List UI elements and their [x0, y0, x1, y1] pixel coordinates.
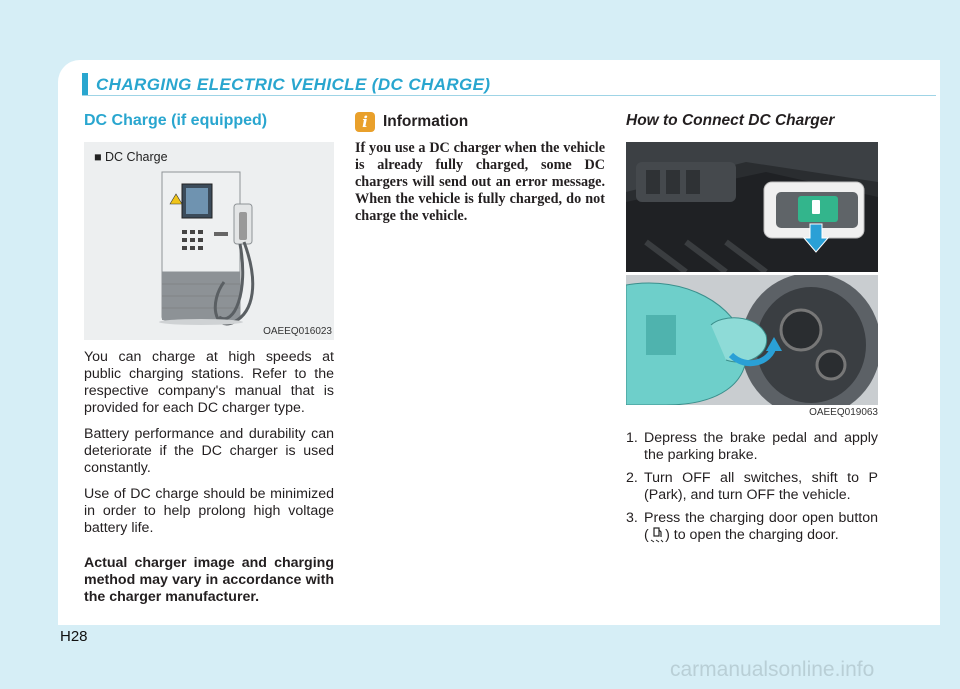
- section-title-dc-charge: DC Charge (if equipped): [84, 112, 268, 129]
- page-title: CHARGING ELECTRIC VEHICLE (DC CHARGE): [96, 75, 491, 94]
- step-3: [626, 510, 878, 544]
- step-text-after: ) to open the charging door.: [665, 527, 839, 543]
- step-text: Depress the brake pedal and apply the parking brake.: [644, 430, 878, 463]
- figure-dc-charger: [84, 142, 334, 340]
- page-number: H28: [60, 628, 88, 645]
- paragraph-2: Battery performance and durability can deteriorate if the DC charger is used constantly.: [84, 426, 334, 476]
- column-information: [355, 108, 605, 225]
- figure-code-2: OAEEQ019063: [809, 407, 878, 418]
- dc-charger-illustration: [84, 142, 334, 340]
- step-text: Turn OFF all switches, shift to P (Park), and turn OFF the vehicle.: [644, 470, 878, 503]
- header-accent-bar: [82, 73, 88, 95]
- figure-code: OAEEQ016023: [263, 326, 332, 337]
- step-2: [626, 470, 878, 504]
- photo-charging-door-open: [626, 275, 878, 405]
- figure-caption: ■ DC Charge: [94, 150, 168, 164]
- charging-port-illustration: [626, 275, 878, 405]
- information-title: Information: [383, 113, 469, 130]
- step-text: [644, 510, 878, 544]
- charger-note: Actual charger image and charging method may vary in accordance with the charger manufacturer.: [84, 555, 334, 605]
- information-text: If you use a DC charger when the vehicle is already fully charged, some DC chargers will send out an error message. When the vehicle is fully charged, do not charge the vehicle.: [355, 140, 605, 224]
- charging-door-icon: [650, 527, 664, 543]
- paragraph-3: Use of DC charge should be minimized in order to help prolong high voltage battery life.: [84, 486, 334, 536]
- step-number: 2.: [626, 470, 638, 486]
- watermark: carmanualsonline.info: [670, 658, 875, 681]
- dashboard-button-illustration: [626, 142, 878, 272]
- step-number: 3.: [626, 510, 638, 526]
- info-icon: i: [355, 112, 375, 132]
- step-number: 1.: [626, 430, 638, 446]
- step-text-before: Press the charging door open button (: [644, 510, 878, 543]
- connection-steps: [626, 430, 878, 544]
- paragraph-1: You can charge at high speeds at public charging stations. Refer to the respective company's manual that is provided for each DC charger type.: [84, 349, 334, 416]
- column-how-to-connect: [626, 108, 878, 550]
- section-title-how-to-connect: How to Connect DC Charger: [626, 112, 835, 129]
- photo-charging-door-button: [626, 142, 878, 272]
- step-1: [626, 430, 878, 464]
- information-header: [355, 112, 605, 132]
- column-dc-charge: [84, 108, 334, 606]
- header-rule: [82, 95, 936, 96]
